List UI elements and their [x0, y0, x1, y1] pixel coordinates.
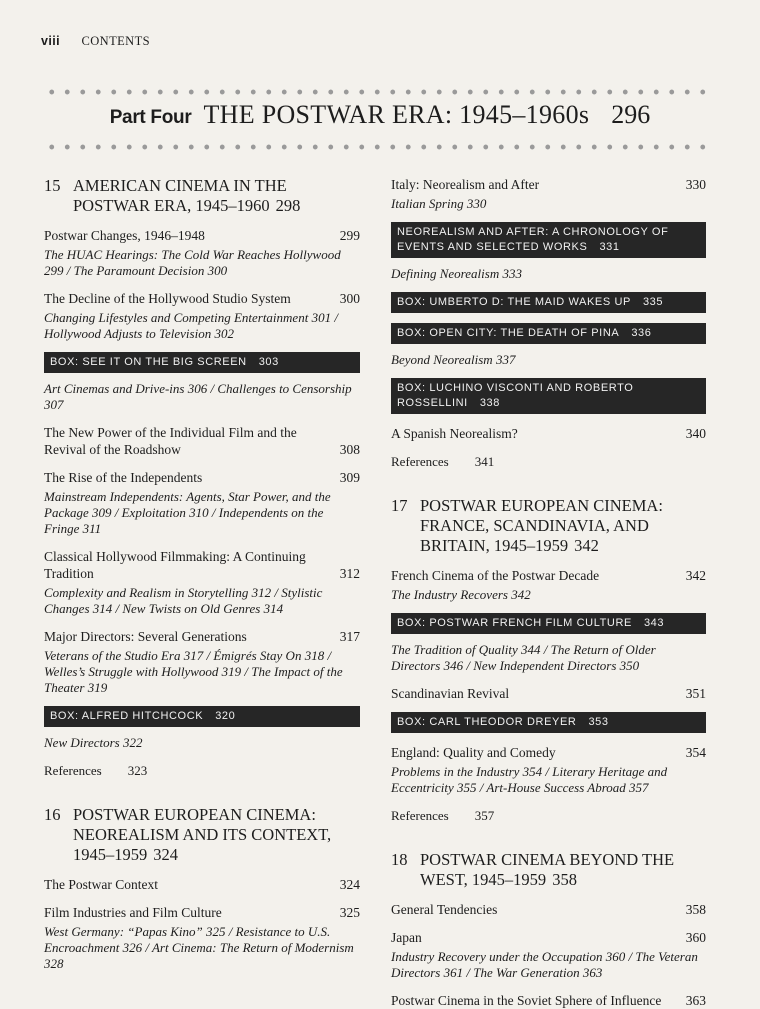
- section-page: 342: [685, 568, 706, 583]
- section-entry: [391, 176, 706, 193]
- section-page: 300: [339, 291, 360, 306]
- chapter-block: [391, 850, 706, 1009]
- chapter-heading: [391, 496, 706, 556]
- references-page: 323: [127, 763, 148, 778]
- section-title: Postwar Changes, 1946–1948: [44, 228, 205, 243]
- section-title: French Cinema of the Postwar Decade: [391, 568, 600, 583]
- feature-box-heading: [391, 712, 706, 733]
- chapter-block: [391, 176, 706, 470]
- page-number: viii: [41, 34, 60, 48]
- part-label: Part Four: [109, 107, 192, 128]
- references-entry: [391, 454, 706, 470]
- chapter-number: 15: [44, 176, 61, 195]
- section-entry: [44, 469, 360, 486]
- right-column: [391, 176, 706, 1009]
- subsection-list: The HUAC Hearings: The Cold War Reaches Hollywood 299 / The Paramount Decision 300: [44, 247, 341, 278]
- feature-box-heading: [44, 706, 360, 727]
- chapter-heading: [44, 176, 360, 216]
- box-page: 336: [631, 327, 652, 339]
- section-entry: [44, 290, 360, 307]
- section-title: England: Quality and Comedy: [391, 745, 556, 760]
- chapter-number: 18: [391, 850, 408, 869]
- feature-box-heading: [391, 323, 706, 344]
- dotted-rule-top: [44, 88, 706, 96]
- section-page: 358: [685, 902, 706, 917]
- subsection-list: Problems in the Industry 354 / Literary Heritage and Eccentricity 355 / Art-House Success Abroad 357: [391, 764, 668, 795]
- chapter-block: [391, 496, 706, 824]
- section-title: Japan: [391, 930, 422, 945]
- section-entry: [391, 567, 706, 584]
- section-title: A Spanish Neorealism?: [391, 426, 518, 441]
- chapter-title: [73, 805, 360, 865]
- subsection-list: Veterans of the Studio Era 317 / Émigrés Stay On 318 / Welles’s Struggle with Hollywood 319 / The Impact of the Theater 319: [44, 648, 343, 695]
- references-page: 341: [474, 454, 495, 469]
- section-title: The Postwar Context: [44, 877, 158, 892]
- section-page: 308: [339, 442, 360, 457]
- section-page: 340: [685, 426, 706, 441]
- box-page: 343: [643, 617, 665, 629]
- section-entry: [391, 744, 706, 761]
- box-page: 338: [479, 397, 500, 409]
- chapter-title-text: POSTWAR EUROPEAN CINEMA: FRANCE, SCANDINAVIA, AND BRITAIN, 1945–1959: [420, 496, 663, 555]
- chapter-number: 17: [391, 496, 408, 515]
- section-entry: [391, 685, 706, 702]
- part-page: 296: [611, 100, 651, 129]
- section-title: Postwar Cinema in the Soviet Sphere of Influence: [391, 993, 662, 1008]
- chapter-block: [44, 805, 360, 972]
- subsection-list: Italian Spring 330: [391, 196, 487, 211]
- chapter-number: 16: [44, 805, 61, 824]
- chapter-heading: [44, 805, 360, 865]
- part-title: THE POSTWAR ERA: 1945–1960s: [203, 100, 590, 129]
- section-page: 317: [339, 629, 360, 644]
- box-page: 353: [588, 716, 609, 728]
- chapter-page: 324: [153, 845, 178, 864]
- subsection-list: New Directors 322: [44, 735, 143, 750]
- box-page: 303: [258, 356, 279, 368]
- subsection-list: Art Cinemas and Drive-ins 306 / Challenges to Censorship 307: [44, 381, 352, 412]
- box-title: BOX: LUCHINO VISCONTI AND ROBERTO ROSSELLINI: [397, 382, 634, 409]
- references-label: References: [44, 763, 102, 778]
- references-page: 357: [474, 808, 495, 823]
- box-title: NEOREALISM AND AFTER: A CHRONOLOGY OF EVENTS AND SELECTED WORKS: [397, 226, 669, 253]
- section-title: Scandinavian Revival: [391, 686, 510, 701]
- section-page: 354: [685, 745, 706, 760]
- chapter-heading: [391, 850, 706, 890]
- chapter-block: [44, 176, 360, 779]
- section-title: Film Industries and Film Culture: [44, 905, 222, 920]
- references-entry: [391, 808, 706, 824]
- subsection-list: The Tradition of Quality 344 / The Return of Older Directors 346 / New Independent Directors 350: [391, 642, 656, 673]
- references-label: References: [391, 808, 449, 823]
- section-entry: [391, 425, 706, 442]
- running-head-label: CONTENTS: [81, 34, 150, 48]
- box-title: BOX: UMBERTO D: THE MAID WAKES UP: [397, 296, 631, 308]
- chapter-title: [73, 176, 360, 216]
- subsection-list: The Industry Recovers 342: [391, 587, 531, 602]
- box-page: 320: [215, 710, 236, 722]
- subsection-list: Industry Recovery under the Occupation 360 / The Veteran Directors 361 / The War Generation 363: [391, 949, 698, 980]
- section-entry: [44, 227, 360, 244]
- feature-box-heading: [44, 352, 360, 373]
- section-page: 309: [339, 470, 360, 485]
- subsection-list: Changing Lifestyles and Competing Entertainment 301 / Hollywood Adjusts to Television 302: [44, 310, 338, 341]
- box-title: BOX: SEE IT ON THE BIG SCREEN: [50, 356, 247, 368]
- box-title: BOX: OPEN CITY: THE DEATH OF PINA: [397, 327, 620, 339]
- chapter-title-text: POSTWAR CINEMA BEYOND THE WEST, 1945–1959: [420, 850, 675, 889]
- left-column: [44, 176, 360, 972]
- feature-box-heading: [391, 613, 706, 634]
- section-page: 360: [685, 930, 706, 945]
- feature-box-heading: [391, 292, 706, 313]
- references-label: References: [391, 454, 449, 469]
- chapter-title: [420, 496, 706, 556]
- box-title: BOX: POSTWAR FRENCH FILM CULTURE: [397, 617, 632, 629]
- part-heading: [0, 100, 760, 130]
- subsection-list: Mainstream Independents: Agents, Star Power, and the Package 309 / Exploitation 310 / Independents on the Fringe 311: [44, 489, 331, 536]
- section-page: 325: [339, 905, 360, 920]
- chapter-page: 298: [275, 196, 301, 215]
- section-title: The Rise of the Independents: [44, 470, 203, 485]
- subsection-list: Beyond Neorealism 337: [391, 352, 516, 367]
- chapter-title-text: AMERICAN CINEMA IN THE POSTWAR ERA, 1945–1960: [73, 176, 287, 215]
- chapter-page: 342: [574, 536, 599, 555]
- section-entry: [391, 901, 706, 918]
- chapter-page: 358: [552, 870, 577, 889]
- section-entry: [391, 929, 706, 946]
- box-title: BOX: CARL THEODOR DREYER: [397, 716, 577, 728]
- section-title: Classical Hollywood Filmmaking: A Continuing Tradition: [44, 549, 306, 581]
- subsection-list: Defining Neorealism 333: [391, 266, 522, 281]
- section-entry: [44, 876, 360, 893]
- box-page: 335: [642, 296, 664, 308]
- subsection-list: West Germany: “Papas Kino” 325 / Resistance to U.S. Encroachment 326 / Art Cinema: The Return of Modernism 328: [44, 924, 354, 971]
- section-title: The New Power of the Individual Film and the Revival of the Roadshow: [44, 425, 297, 457]
- section-page: 351: [685, 686, 706, 701]
- section-entry: [44, 424, 360, 458]
- feature-box-heading: [391, 378, 706, 414]
- section-entry: [44, 548, 360, 582]
- section-entry: [391, 992, 706, 1009]
- section-title: The Decline of the Hollywood Studio System: [44, 291, 291, 306]
- section-entry: [44, 628, 360, 645]
- section-page: 363: [685, 993, 706, 1008]
- section-title: Italy: Neorealism and After: [391, 177, 540, 192]
- chapter-title-text: POSTWAR EUROPEAN CINEMA: NEOREALISM AND ITS CONTEXT, 1945–1959: [73, 805, 332, 864]
- references-entry: [44, 763, 360, 779]
- section-page: 330: [685, 177, 706, 192]
- box-page: 331: [599, 241, 620, 253]
- section-title: Major Directors: Several Generations: [44, 629, 247, 644]
- feature-box-heading: [391, 222, 706, 258]
- dotted-rule-bottom: [44, 143, 706, 151]
- section-page: 299: [339, 228, 360, 243]
- section-page: 312: [339, 566, 360, 581]
- section-page: 324: [339, 877, 360, 892]
- chapter-title: [420, 850, 706, 890]
- box-title: BOX: ALFRED HITCHCOCK: [50, 710, 204, 722]
- section-title: General Tendencies: [391, 902, 498, 917]
- section-entry: [44, 904, 360, 921]
- running-header: [41, 34, 150, 49]
- subsection-list: Complexity and Realism in Storytelling 312 / Stylistic Changes 314 / New Twists on Old Genres 314: [44, 585, 323, 616]
